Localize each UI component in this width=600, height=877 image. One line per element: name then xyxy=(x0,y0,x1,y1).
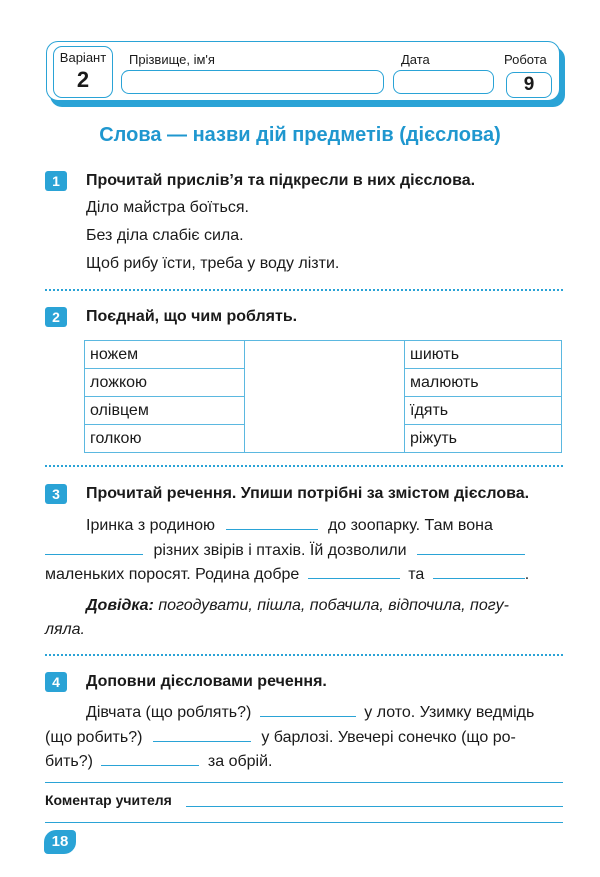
work-label: Робота xyxy=(504,52,547,67)
answer-blank[interactable] xyxy=(153,726,251,742)
divider xyxy=(45,289,563,291)
text: до зоопарку. Там вона xyxy=(327,517,493,534)
date-field[interactable] xyxy=(393,70,494,94)
comment-rule xyxy=(45,822,563,823)
answer-blank[interactable] xyxy=(226,514,318,530)
task-4-title: Доповни дієсловами речення. xyxy=(86,673,327,690)
page-title: Слова — назви дій предметів (дієслова) xyxy=(99,124,501,146)
action-cell: малюють xyxy=(405,369,562,397)
proverb-2: Без діла слабіє сила. xyxy=(86,227,244,244)
matching-table xyxy=(84,340,562,453)
header-card xyxy=(46,41,560,101)
divider xyxy=(45,465,563,467)
text: різних звірів і птахів. Їй дозволили xyxy=(153,542,407,559)
page-number: 18 xyxy=(44,830,76,854)
task-1-title: Прочитай прислів’я та підкресли в них дієслова. xyxy=(86,172,476,189)
date-label: Дата xyxy=(401,52,430,67)
tool-cell: ложкою xyxy=(85,369,245,397)
hint-words: погодувати, пішла, побачила, відпочила, погу- xyxy=(158,597,509,614)
variant-value: 2 xyxy=(76,67,90,92)
task-1-number: 1 xyxy=(45,171,67,191)
task-4-line-1 xyxy=(45,701,563,725)
tool-cell: ножем xyxy=(85,341,245,369)
task-2-number: 2 xyxy=(45,307,67,327)
name-label: Прізвище, ім'я xyxy=(129,52,215,67)
answer-blank[interactable] xyxy=(308,563,400,579)
text: . xyxy=(524,566,530,583)
task-3-number: 3 xyxy=(45,484,67,504)
variant-label: Варіант xyxy=(59,50,107,65)
task-3-line-2 xyxy=(45,539,563,563)
table-row xyxy=(85,341,562,369)
answer-blank[interactable] xyxy=(260,701,356,717)
variant-box xyxy=(53,46,113,98)
work-number: 9 xyxy=(506,72,552,98)
comment-rule xyxy=(45,782,563,783)
task-3-line-3 xyxy=(45,563,563,587)
task-4-line-3 xyxy=(45,750,563,774)
action-cell: шиють xyxy=(405,341,562,369)
task-4-line-2 xyxy=(45,726,563,750)
comment-field[interactable] xyxy=(186,806,563,807)
answer-blank[interactable] xyxy=(101,750,199,766)
text: у лото. Узимку ведмідь xyxy=(364,704,535,721)
hint-line-1 xyxy=(45,594,563,618)
text: за обрій. xyxy=(207,753,273,770)
task-3-line-1 xyxy=(45,514,563,538)
task-4-number: 4 xyxy=(45,672,67,692)
teacher-comment-label: Коментар учителя xyxy=(45,792,172,808)
text: маленьких поросят. Родина добре xyxy=(45,566,300,583)
action-cell: їдять xyxy=(405,397,562,425)
text: Іринка з родиною xyxy=(86,517,216,534)
text: бить?) xyxy=(45,753,93,770)
proverb-1: Діло майстра боїться. xyxy=(86,199,249,216)
answer-blank[interactable] xyxy=(45,539,143,555)
answer-blank[interactable] xyxy=(433,563,525,579)
proverb-3: Щоб рибу їсти, треба у воду лізти. xyxy=(86,255,340,272)
hint-line-2: ляла. xyxy=(45,621,85,638)
answer-blank[interactable] xyxy=(417,539,525,555)
action-cell: ріжуть xyxy=(405,425,562,453)
matching-area[interactable] xyxy=(245,341,405,453)
text: та xyxy=(408,566,425,583)
text: (що робить?) xyxy=(45,729,143,746)
hint-label: Довідка: xyxy=(86,597,154,614)
text: Дівчата (що роблять?) xyxy=(86,704,252,721)
tool-cell: голкою xyxy=(85,425,245,453)
tool-cell: олівцем xyxy=(85,397,245,425)
task-3-title: Прочитай речення. Упиши потрібні за змістом дієслова. xyxy=(86,485,530,502)
name-field[interactable] xyxy=(121,70,384,94)
task-2-title: Поєднай, що чим роблять. xyxy=(86,308,298,325)
text: у барлозі. Увечері сонечко (що ро- xyxy=(261,729,516,746)
divider xyxy=(45,654,563,656)
